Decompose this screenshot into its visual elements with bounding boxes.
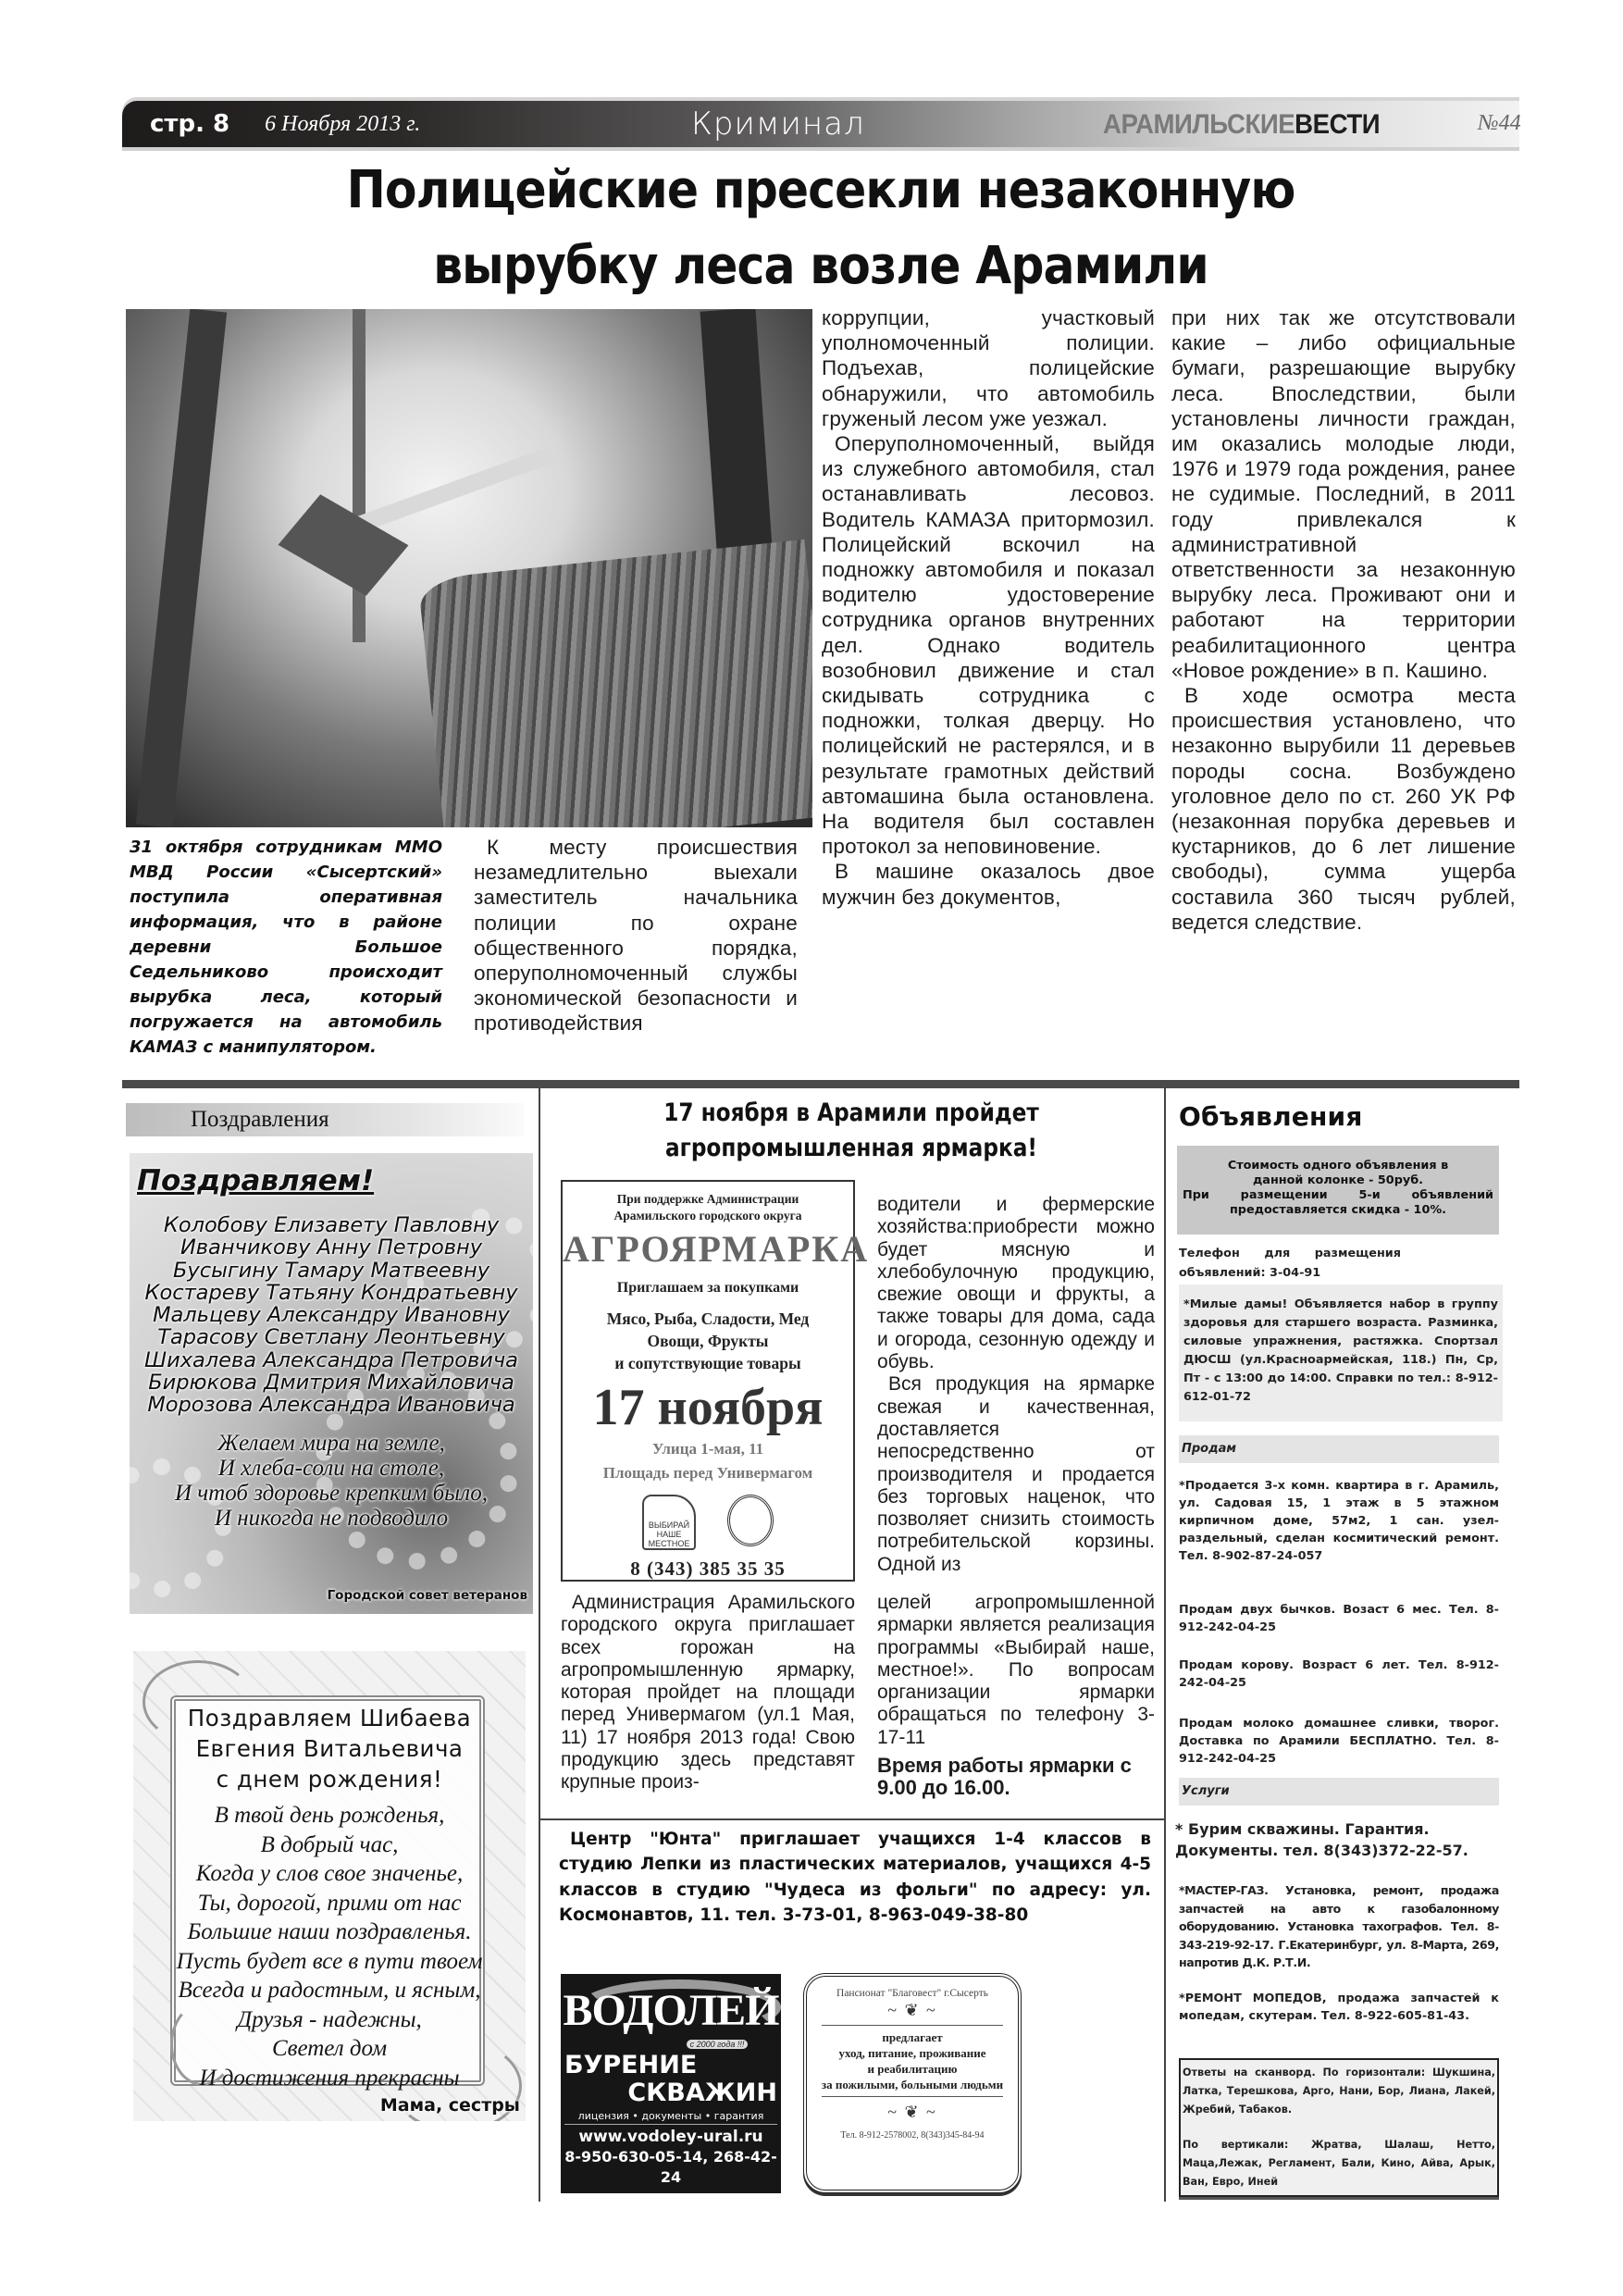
poem-line: Друзья - надежны, <box>237 2006 422 2032</box>
tree-stump <box>417 540 812 827</box>
greeting-signature: Мама, сестры <box>379 2095 520 2116</box>
title-line: Поздравляем Шибаева <box>187 1705 472 1731</box>
greeting-name: Бирюкова Дмитрия Михайловича <box>148 1371 514 1396</box>
vodoley-drilling-advert <box>561 1974 781 2193</box>
fair-column-right-bottom <box>877 1592 1155 1799</box>
headline-line-2: вырубку леса возле Арамили <box>433 236 1208 296</box>
classifieds-phone <box>1179 1244 1493 1283</box>
classified-item: * Бурим скважины. Гарантия. Документы. тел. 8(343)372-22-57. <box>1175 1820 1468 1859</box>
ad-goods-line: Мясо, Рыба, Сладости, Мед <box>606 1309 810 1328</box>
article-paragraph: Оперуполномоченный, выйдя из служебного автомобиля, стал останавливать лесовоз. Водитель КАМАЗА притормозил. Полицейский вскочил на подножку автомобиля и показал водителю удостоверение сотрудника органов внутренних дел. Однако водитель возобновил движение и стал скидывать сотрудника с подножки, толкая дверцу. Но полицейский не растерялся, и в результате грамотных действий автомашина была остановлена. На водителя был составлен протокол за неповиновение. <box>822 432 1155 859</box>
poem-line: И достижения прекрасны <box>199 2065 460 2091</box>
poem-line: Всегда и радостным, и ясным, <box>178 1978 481 2003</box>
classified-health-group: *Милые дамы! Объявляется набор в группу здоровья для старшего возраста. Разминка, силовые упражнения, растяжка. Спортзал ДЮСШ (ул.Красноармейская, 118.) Пн, Ср, Пт - с 13:00 до 14:00. Справки по тел.: 8-912-612-01-72 <box>1179 1285 1503 1421</box>
ad-brand: АГРОЯРМАРКА <box>563 1228 870 1270</box>
column-rule <box>1164 1088 1166 2202</box>
agrofair-advert <box>561 1180 870 1582</box>
greeting-name: Бусыгину Тамару Матвеевну <box>172 1258 490 1283</box>
newspaper-brand <box>1103 109 1380 141</box>
poem-line: И никогда не подводило <box>214 1506 449 1531</box>
poem-line: Ты, дорогой, прими от нас <box>197 1890 462 1916</box>
article-column-2 <box>822 305 1155 910</box>
ad-date: 17 ноября <box>592 1379 824 1436</box>
scanword-vertical: По вертикали: Жратва, Шалаш, Нетто, Маца,Лежак, Регламент, Бали, Кино, Айва, Арык, Ван, Евро, Иней <box>1183 2139 1495 2188</box>
tree-trunk <box>136 309 227 827</box>
classified-item: Продам молоко домашнее сливки, творог. Доставка по Арамили БЕСПЛАТНО. Тел. 8-912-242-04-25 <box>1179 1717 1499 1766</box>
ornament-icon: ~ ❦ ~ <box>887 2001 937 2019</box>
poem-line: Желаем мира на земле, <box>217 1431 445 1456</box>
greeting-name: Мальцеву Александру Ивановну <box>153 1303 510 1328</box>
classified-item: *МАСТЕР-ГАЗ. Установка, ремонт, продажа запчастей на авто к газобалонному оборудованию. Установка тахографов. Тел. 8-343-219-92-17. Г.Екатеринбург, ул. 8-Марта, 269, напротив Д.К. Р.Т.И. <box>1179 1883 1499 1969</box>
classified-item: *Продается 3-х комн. квартира в г. Арамиль, ул. Садовая 15, 1 этаж в 5 этажном кирпичном доме, 57м2, 1 сан. узел-раздельный, сделан космитический ремонт. Тел. 8-902-87-24-057 <box>1179 1479 1499 1563</box>
vodoley-service-2: СКВАЖИН <box>627 2079 777 2107</box>
price-line: При размещении 5-и объявлений <box>1183 1188 1493 1202</box>
fair-column-left-bottom <box>561 1592 855 1794</box>
greeting-card-veterans <box>130 1153 533 1614</box>
page-header-bar <box>122 101 1519 147</box>
poem-line: И хлеба-соли на столе, <box>217 1456 445 1481</box>
issue-number: №44 <box>1478 111 1521 135</box>
vodoley-service-1: БУРЕНИЕ <box>564 2051 698 2079</box>
classifieds-price-info <box>1177 1146 1499 1235</box>
offer-line: за пожилыми, больными людьми <box>821 2078 1004 2091</box>
offer-line: уход, питание, проживание <box>838 2046 986 2060</box>
brand-light: АРАМИЛЬСКИЕ <box>1103 109 1295 140</box>
poem-line: В добрый час, <box>260 1831 399 1857</box>
ornament-rule <box>822 2096 1003 2097</box>
ad-support-line: При поддержке Администрации <box>616 1192 799 1206</box>
headline-line-1: Полицейские пресекли незаконную <box>346 160 1295 220</box>
greeting-poem <box>133 1801 526 2092</box>
fair-paragraph: целей агропромышленной ярмарки является реализация программы «Выбирай наше, местное!». По вопросам организации ярмарки обращаться по телефону 3-17-11 <box>877 1592 1155 1748</box>
article-paragraph: при них так же отсутствовали какие – либо официальные бумаги, разрешающие вырубку леса. Впоследствии, были установлены личности граждан, им оказались молодые люди, 1976 и 1979 года рождения, ранее не судимые. Последний, в 2011 году привлекался к административной ответственности за незаконную вырубку леса. Проживают они и работают на территории реабилитационного центра «Новое рождение» в п. Кашино. <box>1171 306 1516 682</box>
article-paragraph: В машине оказалось двое мужчин без документов, <box>822 860 1155 909</box>
article-column-3 <box>1171 305 1516 935</box>
price-line: Стоимость одного объявления в <box>1227 1159 1449 1173</box>
classified-item: Продам двух бычков. Возаст 6 мес. Тел. 8-912-242-04-25 <box>1179 1603 1499 1634</box>
phone-line: Телефон для размещения <box>1179 1247 1401 1260</box>
fair-paragraph: Администрация Арамильского городского округа приглашает всех горожан на агропромышленную ярмарку, которая пройдет на площади перед Универмагом (ул.1 Мая, 11) 17 ноября 2013 года! Свою продукцию здесь представят крупные произ- <box>561 1592 855 1793</box>
choose-local-logo-icon <box>642 1495 696 1550</box>
classified-item: *РЕМОНТ МОПЕДОВ, продажа запчастей к мопедам, скутерам. Тел. 8-922-605-81-43. <box>1179 1992 1499 2023</box>
article-paragraph: В ходе осмотра места происшествия установлено, что незаконно вырубили 11 деревьев породы сосна. Возбуждено уголовное дело по ст. 260 УК РФ (незаконная порубка деревьев и кустарников, до 6 лет лишение свободы), сумма ущерба составила 360 тысяч рублей, ведется следствие. <box>1171 684 1516 934</box>
scanword-horizontal: Ответы на сканворд. По горизонтали: Шукшина, Латка, Терешкова, Арго, Нани, Бор, Лиана, Лакей, Жребий, Табаков. <box>1183 2066 1495 2116</box>
vodoley-features: лицензия • документы • гарантия <box>564 2109 777 2125</box>
ad-place: Площадь перед Универмагом <box>602 1464 813 1482</box>
greeting-name: Костареву Татьяну Кондратьевну <box>144 1280 518 1305</box>
article-headline <box>192 153 1450 304</box>
article-paragraph: К месту происшествия незамедлительно выехали заместитель начальника полиции по охране общественного порядка, оперуполномоченный службы экономической безопасности и противодействия <box>474 836 798 1036</box>
title-line: с днем рождения! <box>216 1766 443 1793</box>
scanword-answers <box>1179 2058 1499 2197</box>
greeting-title <box>133 1703 526 1794</box>
fair-paragraph: Вся продукция на ярмарке свежая и качественная, доставляется непосредственно от производителя и продается без торговых наценок, что позволяет снизить стоимость потребительской корзины. Одной из <box>877 1373 1155 1575</box>
logo-text: МЕСТНОЕ <box>648 1539 690 1548</box>
greeting-card-birthday <box>133 1651 526 2121</box>
article-photo <box>126 309 812 827</box>
phone-line: объявлений: 3-04-91 <box>1179 1266 1321 1280</box>
section-divider <box>539 1818 1164 1820</box>
greeting-name: Морозова Александра Ивановича <box>147 1393 515 1418</box>
ornament-rule <box>822 2025 1003 2026</box>
ornament-icon: ~ ❦ ~ <box>887 2103 937 2121</box>
offer-line: и реабилитацию <box>867 2062 958 2076</box>
pension-name: Пансионат "Благовест" г.Сысерть <box>836 1988 988 1999</box>
ad-goods-line: Овощи, Фрукты <box>647 1332 769 1350</box>
yunta-announcement: Центр "Юнта" приглашает учащихся 1-4 классов в студию Лепки из пластических материалов, учащихся 4-5 классов в студию "Чудеса из фольги" по адресу: ул. Космонавтов, 11. тел. 3-73-01, 8-963-049-38-80 <box>559 1830 1151 1925</box>
ad-logos <box>563 1495 853 1550</box>
vodoley-website[interactable]: www.vodoley-ural.ru <box>578 2128 763 2146</box>
pension-blagovest-advert <box>803 1973 1022 2193</box>
poem-line: Большие наши поздравленья. <box>187 1919 472 1944</box>
fair-headline: 17 ноября в Арамили пройдет агропромышленная ярмарка! <box>663 1098 1039 1162</box>
page-number: стр. 8 <box>150 110 230 138</box>
poem-line: И чтоб здоровье крепким было, <box>174 1481 489 1506</box>
greeting-name: Иванчикову Анну Петровну <box>180 1235 483 1260</box>
category-sell: Продам <box>1179 1435 1499 1463</box>
section-name: Криминал <box>691 105 865 143</box>
poem-line: Светел дом <box>271 2036 388 2061</box>
greeting-names-list <box>130 1214 533 1417</box>
classified-item: Продам корову. Возраст 6 лет. Тел. 8-912-242-04-25 <box>1179 1658 1499 1690</box>
classifieds-title: Объявления <box>1179 1101 1363 1132</box>
pension-offer <box>807 2029 1018 2092</box>
fair-hours: Время работы ярмарки с 9.00 до 16.00. <box>877 1754 1132 1800</box>
title-line: Евгения Витальевича <box>195 1735 464 1762</box>
poem-line: Пусть будет все в пути твоем <box>176 1948 483 1974</box>
greeting-name: Шихалева Александра Петровича <box>144 1347 518 1372</box>
vodoley-phones: 8-950-630-05-14, 268-42-24 <box>564 2148 777 2186</box>
vodoley-since: с 2000 года !!! <box>687 2040 749 2049</box>
price-line: предоставляется скидка - 10%. <box>1229 1203 1447 1217</box>
fair-paragraph: водители и фермерские хозяйства:приобрести можно будет мясную и хлебобулочную продукцию, свежие овощи и фрукты, а также товары для дома, сада и огорода, сезонную одежду и обувь. <box>877 1194 1155 1373</box>
poem-line: В твой день рожденья, <box>214 1803 445 1828</box>
article-column-1 <box>474 835 798 1036</box>
offer-line: предлагает <box>882 2030 943 2044</box>
vodoley-name: ВОДОЛЕЙ <box>563 1986 779 2035</box>
greeting-name: Колобову Елизавету Павловну <box>163 1213 500 1237</box>
fair-column-right-top <box>877 1194 1155 1576</box>
greeting-name: Тарасову Светлану Леонтьевну <box>157 1325 505 1350</box>
ad-support-note <box>563 1191 853 1224</box>
greeting-poem <box>130 1431 533 1531</box>
ad-street: Улица 1-мая, 11 <box>651 1440 764 1458</box>
price-line: данной колонке - 50руб. <box>1252 1173 1424 1187</box>
greetings-section-label: Поздравления <box>126 1103 524 1136</box>
category-services: Услуги <box>1179 1778 1499 1806</box>
ad-phone: 8 (343) 385 35 35 <box>630 1558 786 1580</box>
ad-goods <box>563 1308 853 1374</box>
logo-text: НАШЕ <box>656 1530 682 1539</box>
greeting-signature: Городской совет ветеранов <box>327 1588 527 1603</box>
poem-line: Когда у слов свое значенье, <box>195 1861 464 1886</box>
ad-support-line: Арамильского городского округа <box>613 1209 802 1222</box>
ad-invite: Приглашаем за покупками <box>616 1280 799 1296</box>
section-divider <box>122 1080 1519 1088</box>
article-lead: 31 октября сотрудникам ММО МВД России «Сысертский» поступила оперативная информация, что в районе деревни Большое Седельниково происходит вырубка леса, который погружается на автомобиль КАМАЗ с манипулятором. <box>130 838 442 1057</box>
logo-text: ВЫБИРАЙ <box>648 1520 690 1530</box>
ad-goods-line: и сопутствующие товары <box>614 1354 801 1372</box>
column-rule <box>539 1088 540 2202</box>
brand-bold: ВЕСТИ <box>1295 109 1381 140</box>
article-paragraph: коррупции, участковый уполномоченный полиции. Подъехав, полицейские обнаружили, что автомобиль груженый лесом уже уезжал. <box>822 306 1155 430</box>
pension-phones: Тел. 8-912-2578002, 8(343)345-84-94 <box>840 2130 985 2141</box>
exhibition-globe-logo-icon <box>727 1495 774 1546</box>
issue-date: 6 Ноября 2013 г. <box>265 111 421 136</box>
greeting-title: Поздравляем! <box>137 1164 375 1198</box>
